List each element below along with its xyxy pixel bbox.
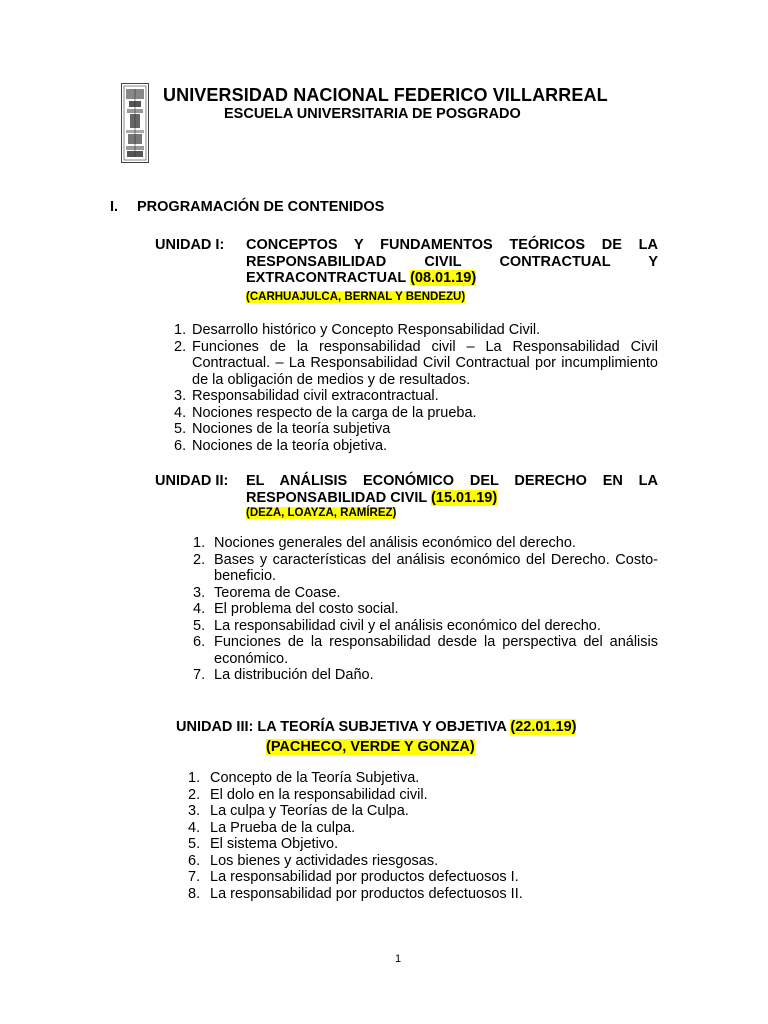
unit-1-date: (08.01.19): [410, 270, 477, 286]
list-item: [174, 388, 658, 405]
item-text: Nociones respecto de la carga de la prueba.: [192, 404, 477, 421]
unit-3-authors: [266, 739, 475, 755]
item-text: La culpa y Teorías de la Culpa.: [210, 803, 409, 819]
item-text: La Prueba de la culpa.: [210, 819, 356, 836]
unit-2-authors-text: (DEZA, LOAYZA, RAMÍREZ): [246, 507, 397, 519]
item-text: La responsabilidad por productos defectuosos I.: [210, 869, 519, 885]
item-text: Concepto de la Teoría Subjetiva.: [210, 770, 420, 786]
unit-1-label: UNIDAD I:: [155, 237, 225, 253]
item-text: La responsabilidad civil y el análisis económico del derecho.: [214, 617, 601, 634]
list-item: [174, 438, 658, 455]
university-name: UNIVERSIDAD NACIONAL FEDERICO VILLARREAL: [163, 85, 608, 105]
item-text: Funciones de la responsabilidad desde la perspectiva del análisis económico.: [214, 634, 658, 667]
list-item: [193, 552, 658, 585]
item-text: Nociones de la teoría objetiva.: [192, 437, 388, 454]
item-text: El dolo en la responsabilidad civil.: [210, 786, 428, 803]
unit-1-title-last: EXTRACONTRACTUAL: [246, 270, 407, 286]
unit-2-title: [246, 473, 658, 506]
list-item: [188, 869, 658, 886]
item-number: 7.: [188, 869, 201, 885]
unit-2-title-line: [246, 490, 658, 507]
unit-3-title: LA TEORÍA SUBJETIVA Y OBJETIVA: [257, 719, 507, 735]
item-number: 2.: [174, 338, 187, 355]
unit-2-title-last: RESPONSABILIDAD CIVIL: [246, 489, 428, 506]
item-number: 5.: [174, 421, 187, 437]
item-text: El sistema Objetivo.: [210, 836, 339, 852]
list-item: [174, 405, 658, 422]
item-number: 3.: [193, 584, 206, 601]
unit-3-authors-text: (PACHECO, VERDE Y GONZA): [266, 739, 475, 755]
unit-2-title-line: EL ANÁLISIS ECONÓMICO DEL DERECHO EN LA: [246, 473, 658, 489]
item-number: 1.: [193, 535, 206, 551]
unit-1-title-line: [246, 270, 658, 287]
item-number: 5.: [188, 836, 201, 852]
unit-3-heading: [176, 719, 576, 735]
item-number: 4.: [188, 819, 201, 836]
list-item: [193, 601, 658, 618]
unit-3-topic-list: [188, 770, 658, 902]
unit-1-authors-text: (CARHUAJULCA, BERNAL Y BENDEZU): [246, 291, 466, 303]
unit-1-title-line: CONCEPTOS Y FUNDAMENTOS TEÓRICOS DE LA: [246, 237, 658, 253]
unit-2-label: UNIDAD II:: [155, 473, 229, 489]
item-text: Desarrollo histórico y Concepto Responsabilidad Civil.: [192, 322, 541, 338]
item-number: 4.: [193, 601, 206, 617]
unit-1-title-line: RESPONSABILIDAD CIVIL CONTRACTUAL Y: [246, 253, 658, 270]
list-item: [174, 421, 658, 438]
unit-1-topic-list: [174, 322, 658, 454]
item-text: Los bienes y actividades riesgosas.: [210, 852, 439, 869]
unit-3-label: UNIDAD III:: [176, 719, 254, 735]
list-item: [188, 803, 658, 820]
item-number: 6.: [193, 634, 206, 650]
list-item: [188, 787, 658, 804]
list-item: [193, 535, 658, 552]
item-number: 5.: [193, 617, 206, 634]
list-item: [188, 836, 658, 853]
unit-2-date: (15.01.19): [431, 489, 498, 506]
item-number: 3.: [174, 388, 187, 404]
unit-1-title: [246, 237, 658, 287]
list-item: [188, 820, 658, 837]
item-number: 3.: [188, 803, 201, 819]
unit-2-topic-list: [193, 535, 658, 684]
item-text: Nociones generales del análisis económico del derecho.: [214, 535, 576, 551]
list-item: [193, 667, 658, 684]
list-item: [188, 853, 658, 870]
list-item: [174, 339, 658, 389]
item-text: La distribución del Daño.: [214, 667, 374, 683]
list-item: [193, 585, 658, 602]
page-number: 1: [395, 953, 402, 965]
item-number: 2.: [193, 551, 206, 568]
item-number: 7.: [193, 667, 206, 683]
item-number: 6.: [188, 852, 201, 869]
item-number: 4.: [174, 404, 187, 421]
item-text: Teorema de Coase.: [214, 584, 341, 601]
item-text: Responsabilidad civil extracontractual.: [192, 388, 439, 404]
list-item: [188, 770, 658, 787]
item-text: La responsabilidad por productos defectuosos II.: [210, 885, 523, 902]
list-item: [193, 618, 658, 635]
list-item: [188, 886, 658, 903]
item-text: Funciones de la responsabilidad civil – La Responsabilidad Civil Contractual. – La Responsabilidad Civil Contractual por incumplimiento de la obligación de medios y de resultados.: [192, 338, 658, 388]
item-number: 8.: [188, 885, 201, 902]
list-item: [193, 634, 658, 667]
school-name: ESCUELA UNIVERSITARIA DE POSGRADO: [224, 106, 521, 122]
item-text: Bases y características del análisis económico del Derecho. Costo-beneficio.: [214, 551, 658, 584]
section-number: I.: [110, 199, 119, 215]
item-text: El problema del costo social.: [214, 601, 399, 617]
item-text: Nociones de la teoría subjetiva: [192, 421, 391, 437]
list-item: [174, 322, 658, 339]
item-number: 6.: [174, 437, 187, 454]
item-number: 1.: [188, 770, 201, 786]
unit-2-authors: [246, 507, 396, 519]
item-number: 2.: [188, 786, 201, 803]
section-title: PROGRAMACIÓN DE CONTENIDOS: [137, 199, 385, 215]
item-number: 1.: [174, 322, 187, 338]
university-emblem-icon: [121, 83, 149, 163]
unit-3-date: (22.01.19): [510, 719, 577, 735]
unit-1-authors: [246, 291, 465, 303]
